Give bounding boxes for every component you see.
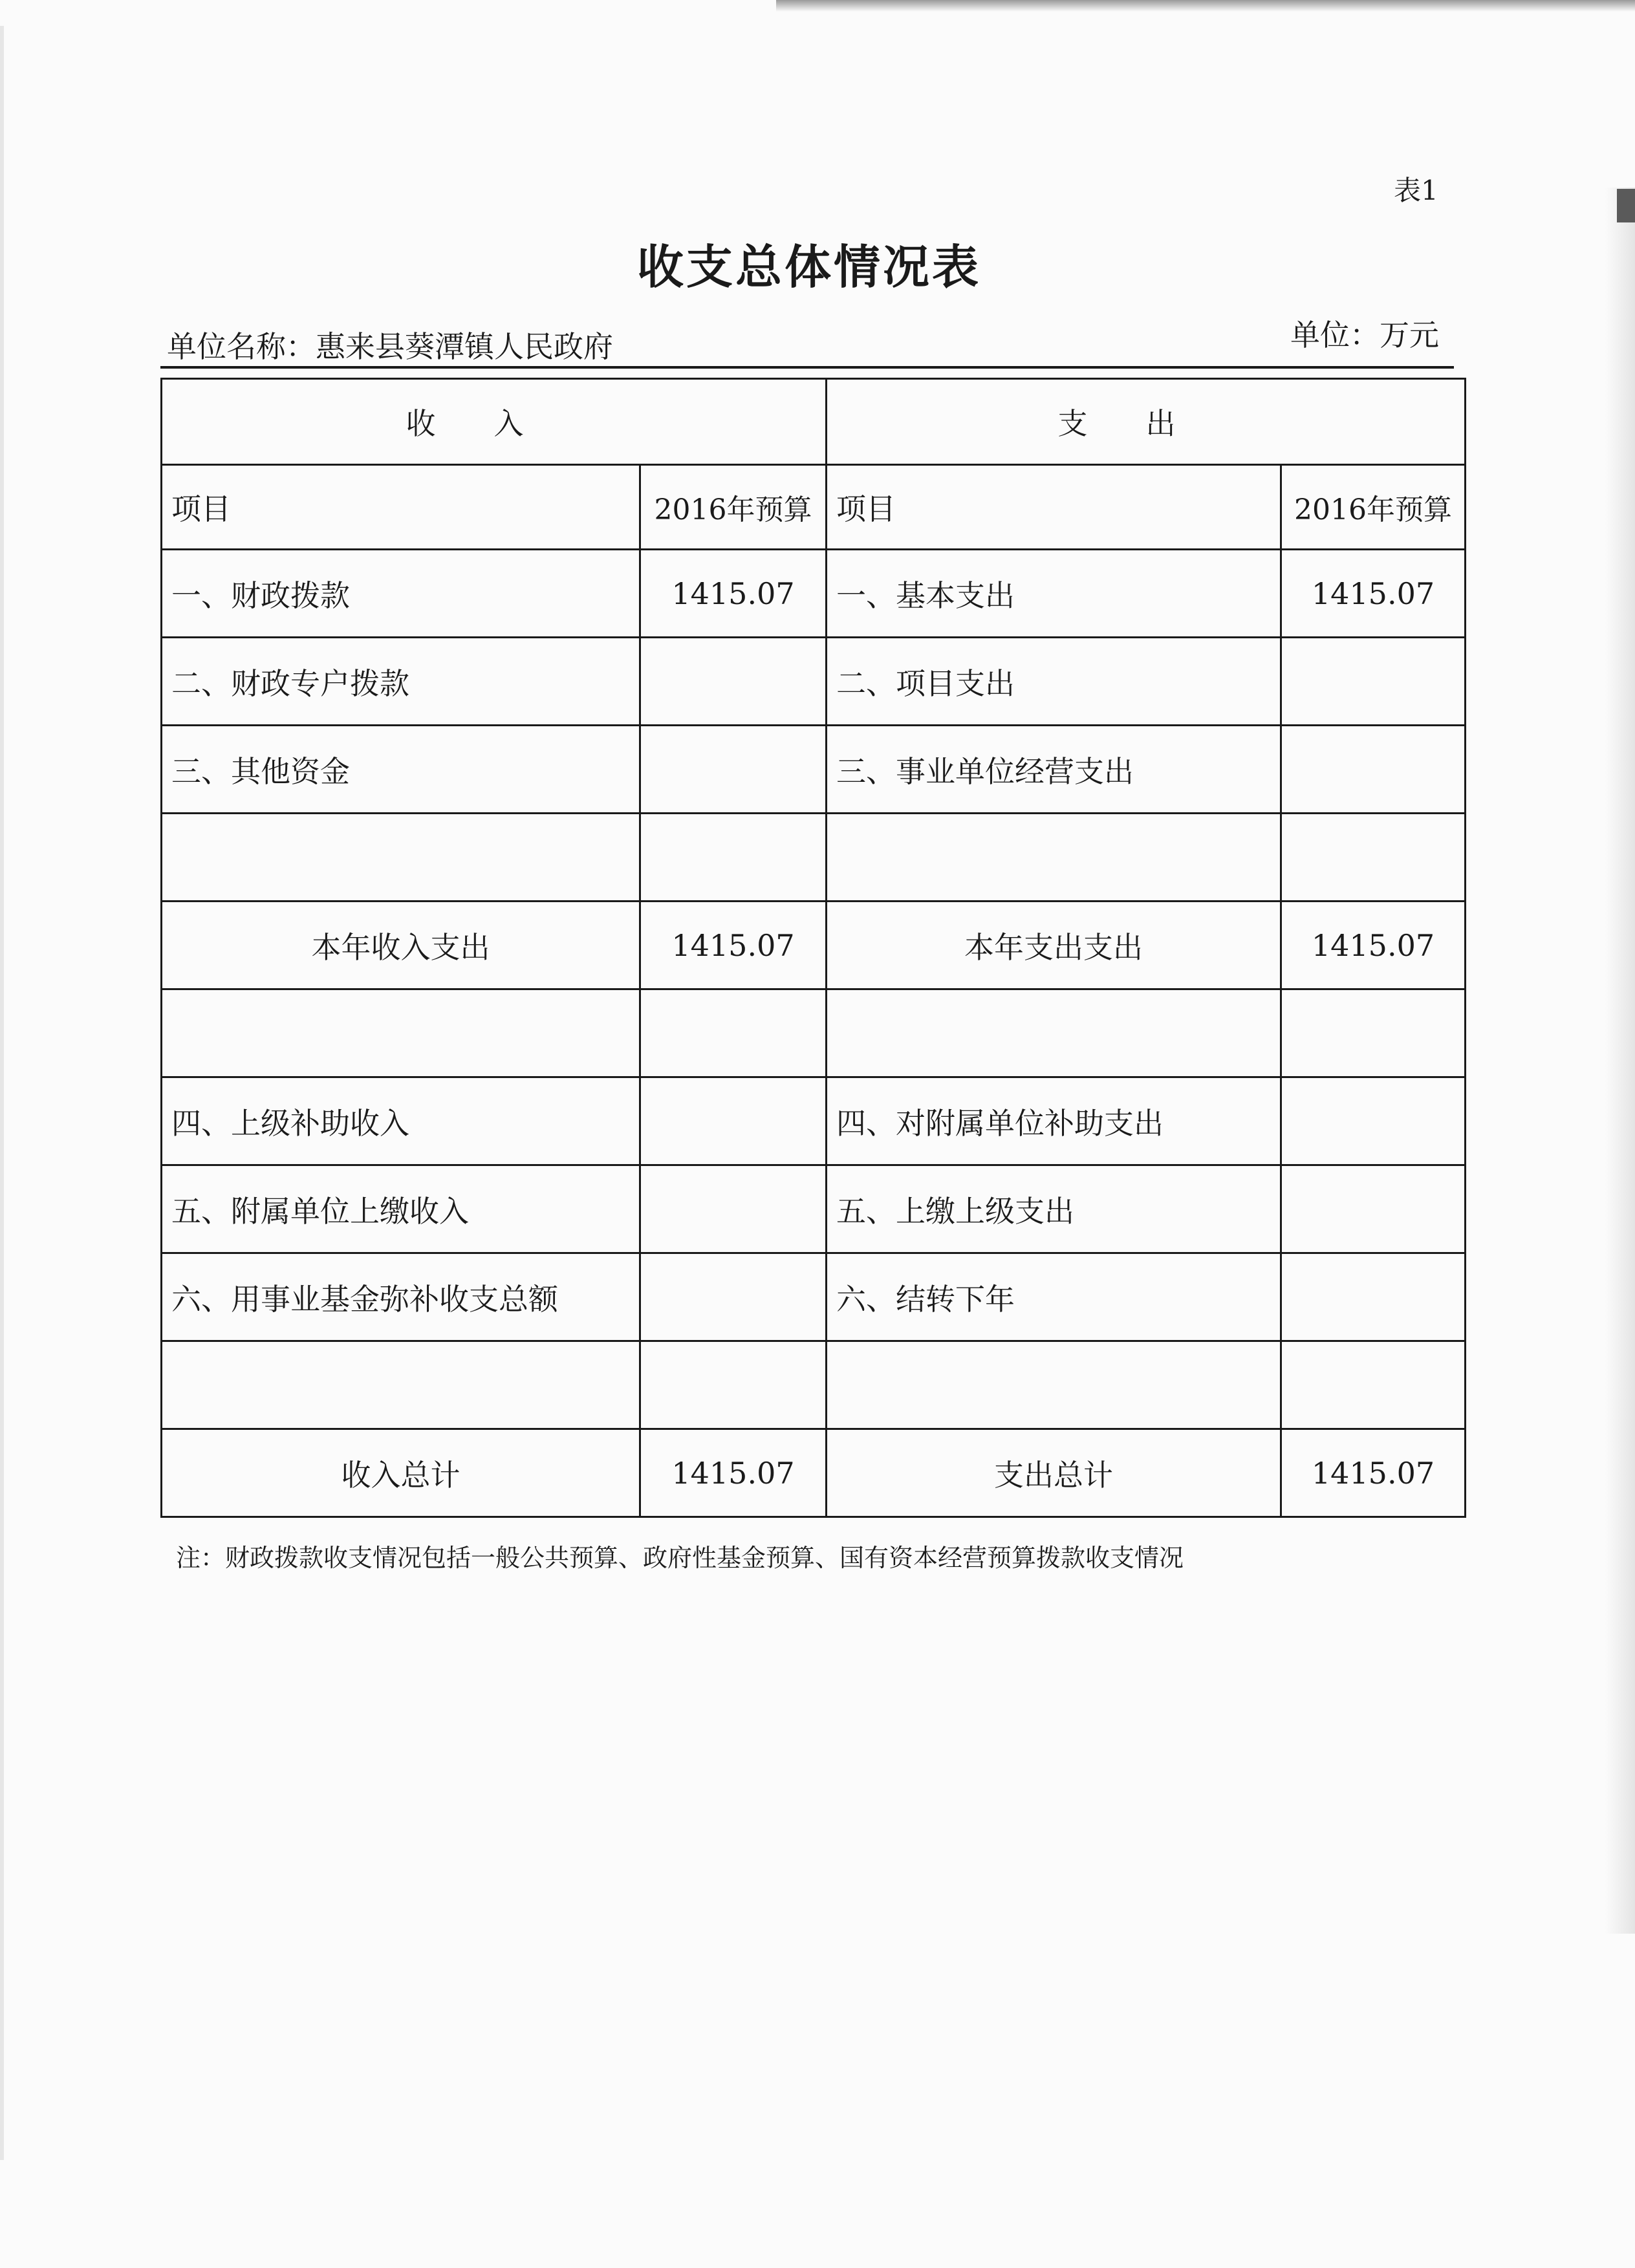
expense-value (1281, 1165, 1466, 1253)
income-value (640, 726, 827, 814)
table-row-blank (162, 814, 1466, 902)
expense-item (827, 814, 1281, 902)
page-title: 收支总体情况表 (637, 239, 982, 294)
expense-value (1281, 726, 1466, 814)
expense-value (1281, 989, 1466, 1077)
income-item: 一、财政拨款 (162, 550, 640, 638)
expense-item: 六、结转下年 (827, 1253, 1281, 1341)
scan-mark-right (1617, 189, 1635, 222)
income-item (162, 989, 640, 1077)
income-item-col-header: 项目 (162, 465, 640, 550)
income-item (162, 814, 640, 902)
expense-total-value: 1415.07 (1281, 1429, 1466, 1517)
scan-fold-right (1605, 188, 1635, 1934)
table-row-blank (162, 989, 1466, 1077)
income-value (640, 989, 827, 1077)
scan-shadow-top (776, 0, 1635, 12)
table-row (162, 1077, 1466, 1165)
income-item (162, 1341, 640, 1429)
expense-item: 三、事业单位经营支出 (827, 726, 1281, 814)
income-value (640, 1165, 827, 1253)
table-row-subtotal (162, 902, 1466, 989)
expense-value (1281, 1253, 1466, 1341)
income-item: 六、用事业基金弥补收支总额 (162, 1253, 640, 1341)
income-item: 四、上级补助收入 (162, 1077, 640, 1165)
expense-item: 二、项目支出 (827, 638, 1281, 726)
income-value (640, 814, 827, 902)
income-value (640, 1341, 827, 1429)
income-item: 二、财政专户拨款 (162, 638, 640, 726)
expense-value (1281, 638, 1466, 726)
income-expense-table (160, 378, 1466, 1518)
table-row-total (162, 1429, 1466, 1517)
expense-value (1281, 1341, 1466, 1429)
income-value (640, 1077, 827, 1165)
table-row (162, 1165, 1466, 1253)
section-header-row (162, 379, 1466, 465)
table-number: 表1 (1394, 175, 1438, 206)
expense-item: 一、基本支出 (827, 550, 1281, 638)
income-value: 1415.07 (640, 550, 827, 638)
expense-subtotal-label: 本年支出支出 (827, 902, 1281, 989)
income-item: 五、附属单位上缴收入 (162, 1165, 640, 1253)
expense-subtotal-value: 1415.07 (1281, 902, 1466, 989)
expense-item (827, 989, 1281, 1077)
table-row (162, 726, 1466, 814)
expense-value (1281, 814, 1466, 902)
scan-edge-left (0, 26, 4, 2160)
table-row (162, 550, 1466, 638)
expense-header: 支出 (827, 379, 1466, 465)
header-rule (160, 366, 1454, 369)
income-header: 收入 (162, 379, 827, 465)
income-value (640, 1253, 827, 1341)
expense-item: 四、对附属单位补助支出 (827, 1077, 1281, 1165)
table-row-blank (162, 1341, 1466, 1429)
table-row (162, 638, 1466, 726)
table-row (162, 1253, 1466, 1341)
expense-value: 1415.07 (1281, 550, 1466, 638)
income-item: 三、其他资金 (162, 726, 640, 814)
expense-item: 五、上缴上级支出 (827, 1165, 1281, 1253)
income-budget-col-header: 2016年预算 (640, 465, 827, 550)
expense-total-label: 支出总计 (827, 1429, 1281, 1517)
income-total-label: 收入总计 (162, 1429, 640, 1517)
income-subtotal-label: 本年收入支出 (162, 902, 640, 989)
column-header-row (162, 465, 1466, 550)
unit-name: 单位名称：惠来县葵潭镇人民政府 (167, 329, 613, 364)
expense-value (1281, 1077, 1466, 1165)
income-total-value: 1415.07 (640, 1429, 827, 1517)
income-value (640, 638, 827, 726)
footnote: 注：财政拨款收支情况包括一般公共预算、政府性基金预算、国有资本经营预算拨款收支情况 (176, 1544, 1184, 1572)
expense-item (827, 1341, 1281, 1429)
currency-unit: 单位：万元 (1290, 318, 1439, 352)
expense-item-col-header: 项目 (827, 465, 1281, 550)
income-subtotal-value: 1415.07 (640, 902, 827, 989)
expense-budget-col-header: 2016年预算 (1281, 465, 1466, 550)
